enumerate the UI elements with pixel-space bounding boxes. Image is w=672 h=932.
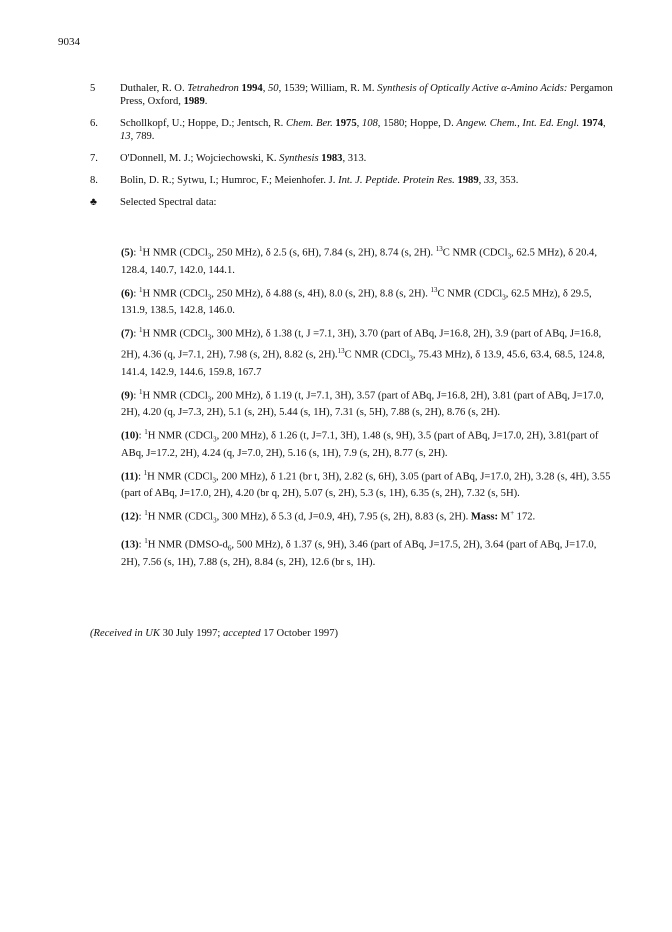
text-run: 1	[143, 468, 148, 477]
text-run: O'Donnell, M. J.; Wojciechowski, K.	[120, 153, 280, 164]
spectral-entry	[121, 426, 613, 460]
text-run: .	[204, 96, 208, 107]
reference-item	[90, 174, 620, 187]
text-run: Chem. Ber.	[285, 118, 333, 129]
text-run: 1989	[457, 175, 479, 186]
text-run: 1989	[183, 96, 205, 107]
text-run: , 200 MHz), δ 1.19 (t, J=7.1, 3H), 3.57 (part of ABq, J=16.8, 2H), 3.81 (part of ABq, J=17.0, 2H), 4.20 (q, J=7.3, 2H), 5.1 (s, 2H), 5.44 (s, 1H), 7.31 (s, 5H), 7.88 (s, 2H), 8.76 (s, 2H).	[121, 390, 604, 419]
text-run: (5)	[121, 247, 134, 259]
text-run: , 250 MHz), δ 4.88 (s, 4H), 8.0 (s, 2H), 8.8 (s, 2H).	[211, 288, 431, 300]
text-run: Pergamon Press, Oxford,	[120, 83, 613, 107]
text-run: (Received in UK	[90, 628, 161, 639]
text-run: 6	[227, 544, 232, 553]
text-run: 1983	[321, 153, 343, 164]
spectral-entry	[121, 284, 613, 318]
text-run: 1	[144, 537, 148, 546]
text-run: , 250 MHz), δ 2.5 (s, 6H), 7.84 (s, 2H), 8.74 (s, 2H).	[211, 247, 436, 259]
spectral-data	[121, 243, 613, 576]
text-run: H NMR (CDCl	[147, 471, 213, 483]
text-run: M	[497, 512, 511, 524]
text-run: , 300 MHz), δ 5.3 (d, J=0.9, 4H), 7.95 (s, 2H), 8.83 (s, 2H).	[216, 512, 471, 524]
text-run: ,	[262, 83, 268, 94]
text-run: H NMR (CDCl	[147, 512, 214, 524]
references-list	[90, 82, 620, 218]
text-run: ,	[603, 118, 606, 129]
text-run: , 313.	[342, 153, 367, 164]
text-run: 3	[207, 333, 212, 342]
text-run: (13)	[121, 539, 139, 551]
text-run: 1975	[335, 118, 357, 129]
text-run: (7)	[121, 328, 134, 340]
text-run: Synthesis of Optically Active α-Amino Acids:	[377, 83, 568, 94]
text-run: Mass:	[470, 512, 498, 524]
text-run: 17 October 1997)	[260, 628, 339, 639]
text-run: , 789.	[130, 131, 155, 142]
text-run: 3	[212, 476, 217, 485]
text-run: :	[133, 390, 139, 402]
text-run: , 62.5 MHz), δ 20.4, 128.4, 140.7, 142.0, 144.1.	[121, 247, 597, 276]
text-run: Angew. Chem., Int. Ed. Engl.	[456, 118, 580, 129]
spectral-entry	[121, 507, 613, 528]
text-run: :	[138, 512, 145, 524]
text-run: 1	[138, 387, 143, 396]
reference-item	[90, 117, 620, 143]
text-run: Selected Spectral data:	[120, 197, 217, 208]
text-run: H NMR (CDCl	[142, 390, 208, 402]
text-run: :	[133, 247, 139, 259]
text-run: , 1539; William, R. M.	[278, 83, 378, 94]
text-run: 3	[207, 395, 212, 404]
reference-text	[120, 117, 620, 143]
text-run: (6)	[121, 288, 134, 300]
text-run: , 1580; Hoppe, D.	[377, 118, 457, 129]
text-run: Tetrahedron	[187, 83, 239, 94]
text-run: ,	[356, 118, 362, 129]
text-run: :	[138, 539, 145, 551]
text-run: Duthaler, R. O.	[120, 83, 188, 94]
text-run: , 300 MHz), δ 1.38 (t, J =7.1, 3H), 3.70 (part of ABq, J=16.8, 2H), 3.9 (part of ABq, J=16.8, 2H), 4.36 (q, J=7.1, 2H), 7.98 (s, 2H), 8.82 (s, 2H).	[121, 328, 602, 361]
text-run: 13	[430, 285, 438, 294]
text-run: 1	[138, 326, 143, 335]
text-run: 33	[483, 175, 495, 186]
spectral-entry	[121, 243, 613, 277]
text-run: accepted	[223, 628, 261, 639]
text-run: ,	[478, 175, 484, 186]
text-run: 1994	[241, 83, 263, 94]
text-run: H NMR (CDCl	[142, 247, 208, 259]
text-run: 50	[268, 83, 279, 94]
reference-number: 5	[90, 83, 96, 94]
text-run: , 75.43 MHz), δ 13.9, 45.6, 63.4, 68.5, 124.8, 141.4, 142.9, 144.6, 159.8, 167.7	[121, 349, 605, 378]
text-run: 30 July 1997;	[160, 628, 223, 639]
text-run: , 62.5 MHz), δ 29.5, 131.9, 138.5, 142.8, 146.0.	[121, 288, 592, 317]
text-run: , 353.	[494, 175, 519, 186]
text-run: H NMR (CDCl	[142, 288, 208, 300]
text-run: Int. J. Peptide. Protein Res.	[338, 175, 455, 186]
text-run: C NMR (CDCl	[437, 288, 503, 300]
text-run: (11)	[121, 471, 139, 483]
received-line	[90, 628, 338, 639]
reference-number: 6.	[90, 118, 98, 129]
page-number: 9034	[58, 36, 80, 48]
text-run: (12)	[121, 512, 139, 524]
text-run: 108	[361, 118, 378, 129]
spectral-entry	[121, 324, 613, 378]
text-run: H NMR (CDCl	[142, 328, 208, 340]
text-run: 13	[120, 131, 131, 142]
text-run: 3	[502, 293, 506, 302]
reference-item	[90, 152, 620, 165]
text-run: , 200 MHz), δ 1.26 (t, J=7.1, 3H), 1.48 (s, 9H), 3.5 (part of ABq, J=17.0, 2H), 3.81(part of ABq, J=17.2, 2H), 4.24 (q, J=7.0, 2H), 5.16 (s, 1H), 7.9 (s, 2H), 8.77 (s, 2H).	[121, 430, 599, 459]
text-run: 3	[213, 517, 217, 526]
text-run: 172.	[514, 512, 536, 524]
text-run: Bolin, D. R.; Sytwu, I.; Humroc, F.; Meienhofer. J.	[120, 175, 339, 186]
text-run: 3	[507, 252, 512, 261]
text-run: Synthesis	[279, 153, 319, 164]
text-run: 3	[207, 252, 212, 261]
text-run: :	[138, 471, 144, 483]
reference-number: ♣	[90, 197, 97, 208]
text-run: :	[133, 288, 139, 300]
text-run: Schollkopf, U.; Hoppe, D.; Jentsch, R.	[120, 118, 286, 129]
reference-text	[120, 196, 620, 209]
spectral-entry	[121, 467, 613, 501]
text-run: 1	[144, 509, 148, 518]
text-run: 3	[409, 354, 413, 363]
text-run: 1	[138, 245, 143, 253]
reference-item	[90, 196, 620, 209]
text-run: 1974	[581, 118, 604, 129]
text-run: 1	[138, 285, 143, 294]
text-run: 13	[337, 346, 345, 355]
text-run: :	[138, 430, 145, 442]
text-run: 13	[435, 245, 443, 253]
text-run: H NMR (DMSO-d	[147, 539, 228, 551]
text-run: :	[133, 328, 139, 340]
text-run: , 200 MHz), δ 1.21 (br t, 3H), 2.82 (s, 6H), 3.05 (part of ABq, J=17.0, 2H), 3.28 (s, 4H), 3.55 (part of ABq, J=17.0, 2H), 4.20 (br q, 2H), 5.07 (s, 2H), 5.3 (s, 1H), 6.35 (s, 2H), 7.32 (s, 5H).	[121, 471, 611, 500]
reference-number: 7.	[90, 153, 98, 164]
spectral-entry	[121, 535, 613, 569]
spectral-entry	[121, 386, 613, 420]
reference-text	[120, 174, 620, 187]
text-run: C NMR (CDCl	[344, 349, 410, 361]
text-run: (10)	[121, 430, 139, 442]
text-run: (9)	[121, 390, 134, 402]
reference-number: 8.	[90, 175, 98, 186]
text-run: +	[510, 509, 515, 518]
text-run: 1	[144, 428, 148, 437]
reference-item	[90, 82, 620, 108]
reference-text	[120, 152, 620, 165]
text-run: H NMR (CDCl	[147, 430, 214, 442]
text-run: C NMR (CDCl	[442, 247, 508, 259]
text-run: , 500 MHz), δ 1.37 (s, 9H), 3.46 (part of ABq, J=17.5, 2H), 3.64 (part of ABq, J=17.0, 2H), 7.56 (s, 1H), 7.88 (s, 2H), 8.84 (s, 2H), 12.6 (br s, 1H).	[121, 539, 597, 568]
text-run: 3	[207, 293, 212, 302]
text-run: 3	[213, 435, 217, 444]
reference-text	[120, 82, 620, 108]
